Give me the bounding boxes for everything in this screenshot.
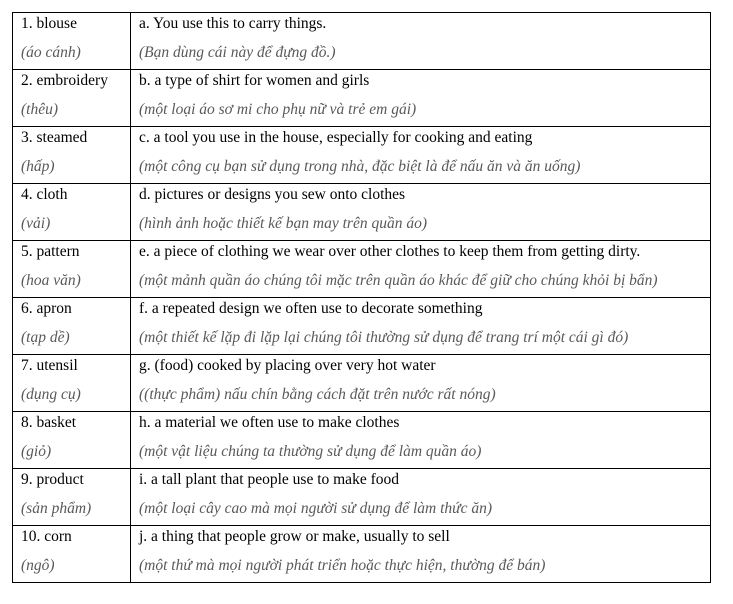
word-cell bbox=[13, 127, 131, 184]
vocabulary-word-translation: (dụng cụ) bbox=[21, 386, 81, 403]
word-cell bbox=[13, 412, 131, 469]
table-row bbox=[13, 469, 711, 526]
definition-text: i. a tall plant that people use to make food bbox=[139, 471, 399, 488]
definition-cell bbox=[131, 526, 711, 583]
vocabulary-word: 5. pattern bbox=[21, 243, 80, 260]
definition-translation: (Bạn dùng cái này để đựng đồ.) bbox=[139, 44, 336, 61]
definition-cell bbox=[131, 13, 711, 70]
vocabulary-matching-table bbox=[12, 12, 711, 583]
definition-text: e. a piece of clothing we wear over other clothes to keep them from getting dirty. bbox=[139, 243, 641, 260]
word-cell bbox=[13, 13, 131, 70]
definition-translation: (một loại cây cao mà mọi người sử dụng để làm thức ăn) bbox=[139, 500, 493, 517]
definition-text: h. a material we often use to make clothes bbox=[139, 414, 400, 431]
definition-cell bbox=[131, 298, 711, 355]
definition-cell bbox=[131, 355, 711, 412]
vocabulary-word: 2. embroidery bbox=[21, 72, 108, 89]
table-row bbox=[13, 241, 711, 298]
definition-translation: ((thực phẩm) nấu chín bằng cách đặt trên nước rất nóng) bbox=[139, 386, 496, 403]
vocabulary-word-translation: (áo cánh) bbox=[21, 44, 81, 61]
definition-text: f. a repeated design we often use to decorate something bbox=[139, 300, 483, 317]
table-row bbox=[13, 127, 711, 184]
definition-translation: (một loại áo sơ mi cho phụ nữ và trẻ em gái) bbox=[139, 101, 417, 118]
table-row bbox=[13, 298, 711, 355]
vocabulary-word: 1. blouse bbox=[21, 15, 77, 32]
definition-text: c. a tool you use in the house, especially for cooking and eating bbox=[139, 129, 533, 146]
vocabulary-word-translation: (hoa văn) bbox=[21, 272, 81, 289]
vocabulary-word-translation: (tạp dề) bbox=[21, 329, 70, 346]
vocabulary-word-translation: (sản phẩm) bbox=[21, 500, 92, 517]
word-cell bbox=[13, 241, 131, 298]
definition-translation: (một thứ mà mọi người phát triển hoặc thực hiện, thường để bán) bbox=[139, 557, 546, 574]
definition-cell bbox=[131, 241, 711, 298]
vocabulary-word: 6. apron bbox=[21, 300, 72, 317]
table-row bbox=[13, 412, 711, 469]
vocabulary-table-body bbox=[13, 13, 711, 583]
definition-text: d. pictures or designs you sew onto clothes bbox=[139, 186, 406, 203]
vocabulary-word: 10. corn bbox=[21, 528, 72, 545]
definition-text: g. (food) cooked by placing over very hot water bbox=[139, 357, 436, 374]
vocabulary-word-translation: (giỏ) bbox=[21, 443, 52, 460]
table-row bbox=[13, 355, 711, 412]
definition-cell bbox=[131, 184, 711, 241]
definition-cell bbox=[131, 469, 711, 526]
definition-cell bbox=[131, 70, 711, 127]
vocabulary-word-translation: (vải) bbox=[21, 215, 51, 232]
word-cell bbox=[13, 526, 131, 583]
definition-translation: (một thiết kế lặp đi lặp lại chúng tôi thường sử dụng để trang trí một cái gì đó) bbox=[139, 329, 629, 346]
definition-text: a. You use this to carry things. bbox=[139, 15, 327, 32]
word-cell bbox=[13, 355, 131, 412]
vocabulary-word: 4. cloth bbox=[21, 186, 68, 203]
vocabulary-word: 8. basket bbox=[21, 414, 77, 431]
table-row bbox=[13, 70, 711, 127]
table-row bbox=[13, 526, 711, 583]
definition-translation: (một vật liệu chúng ta thường sử dụng để làm quần áo) bbox=[139, 443, 482, 460]
table-row bbox=[13, 13, 711, 70]
definition-cell bbox=[131, 127, 711, 184]
word-cell bbox=[13, 184, 131, 241]
word-cell bbox=[13, 70, 131, 127]
definition-translation: (một mảnh quần áo chúng tôi mặc trên quần áo khác để giữ cho chúng khỏi bị bẩn) bbox=[139, 272, 658, 289]
definition-translation: (hình ảnh hoặc thiết kế bạn may trên quần áo) bbox=[139, 215, 427, 232]
vocabulary-word: 3. steamed bbox=[21, 129, 88, 146]
vocabulary-word: 9. product bbox=[21, 471, 84, 488]
table-row bbox=[13, 184, 711, 241]
definition-translation: (một công cụ bạn sử dụng trong nhà, đặc biệt là để nấu ăn và ăn uống) bbox=[139, 158, 581, 175]
vocabulary-word-translation: (ngô) bbox=[21, 557, 55, 574]
vocabulary-word-translation: (hấp) bbox=[21, 158, 55, 175]
word-cell bbox=[13, 469, 131, 526]
definition-text: j. a thing that people grow or make, usually to sell bbox=[139, 528, 450, 545]
vocabulary-word: 7. utensil bbox=[21, 357, 78, 374]
definition-text: b. a type of shirt for women and girls bbox=[139, 72, 370, 89]
definition-cell bbox=[131, 412, 711, 469]
vocabulary-word-translation: (thêu) bbox=[21, 101, 59, 118]
word-cell bbox=[13, 298, 131, 355]
